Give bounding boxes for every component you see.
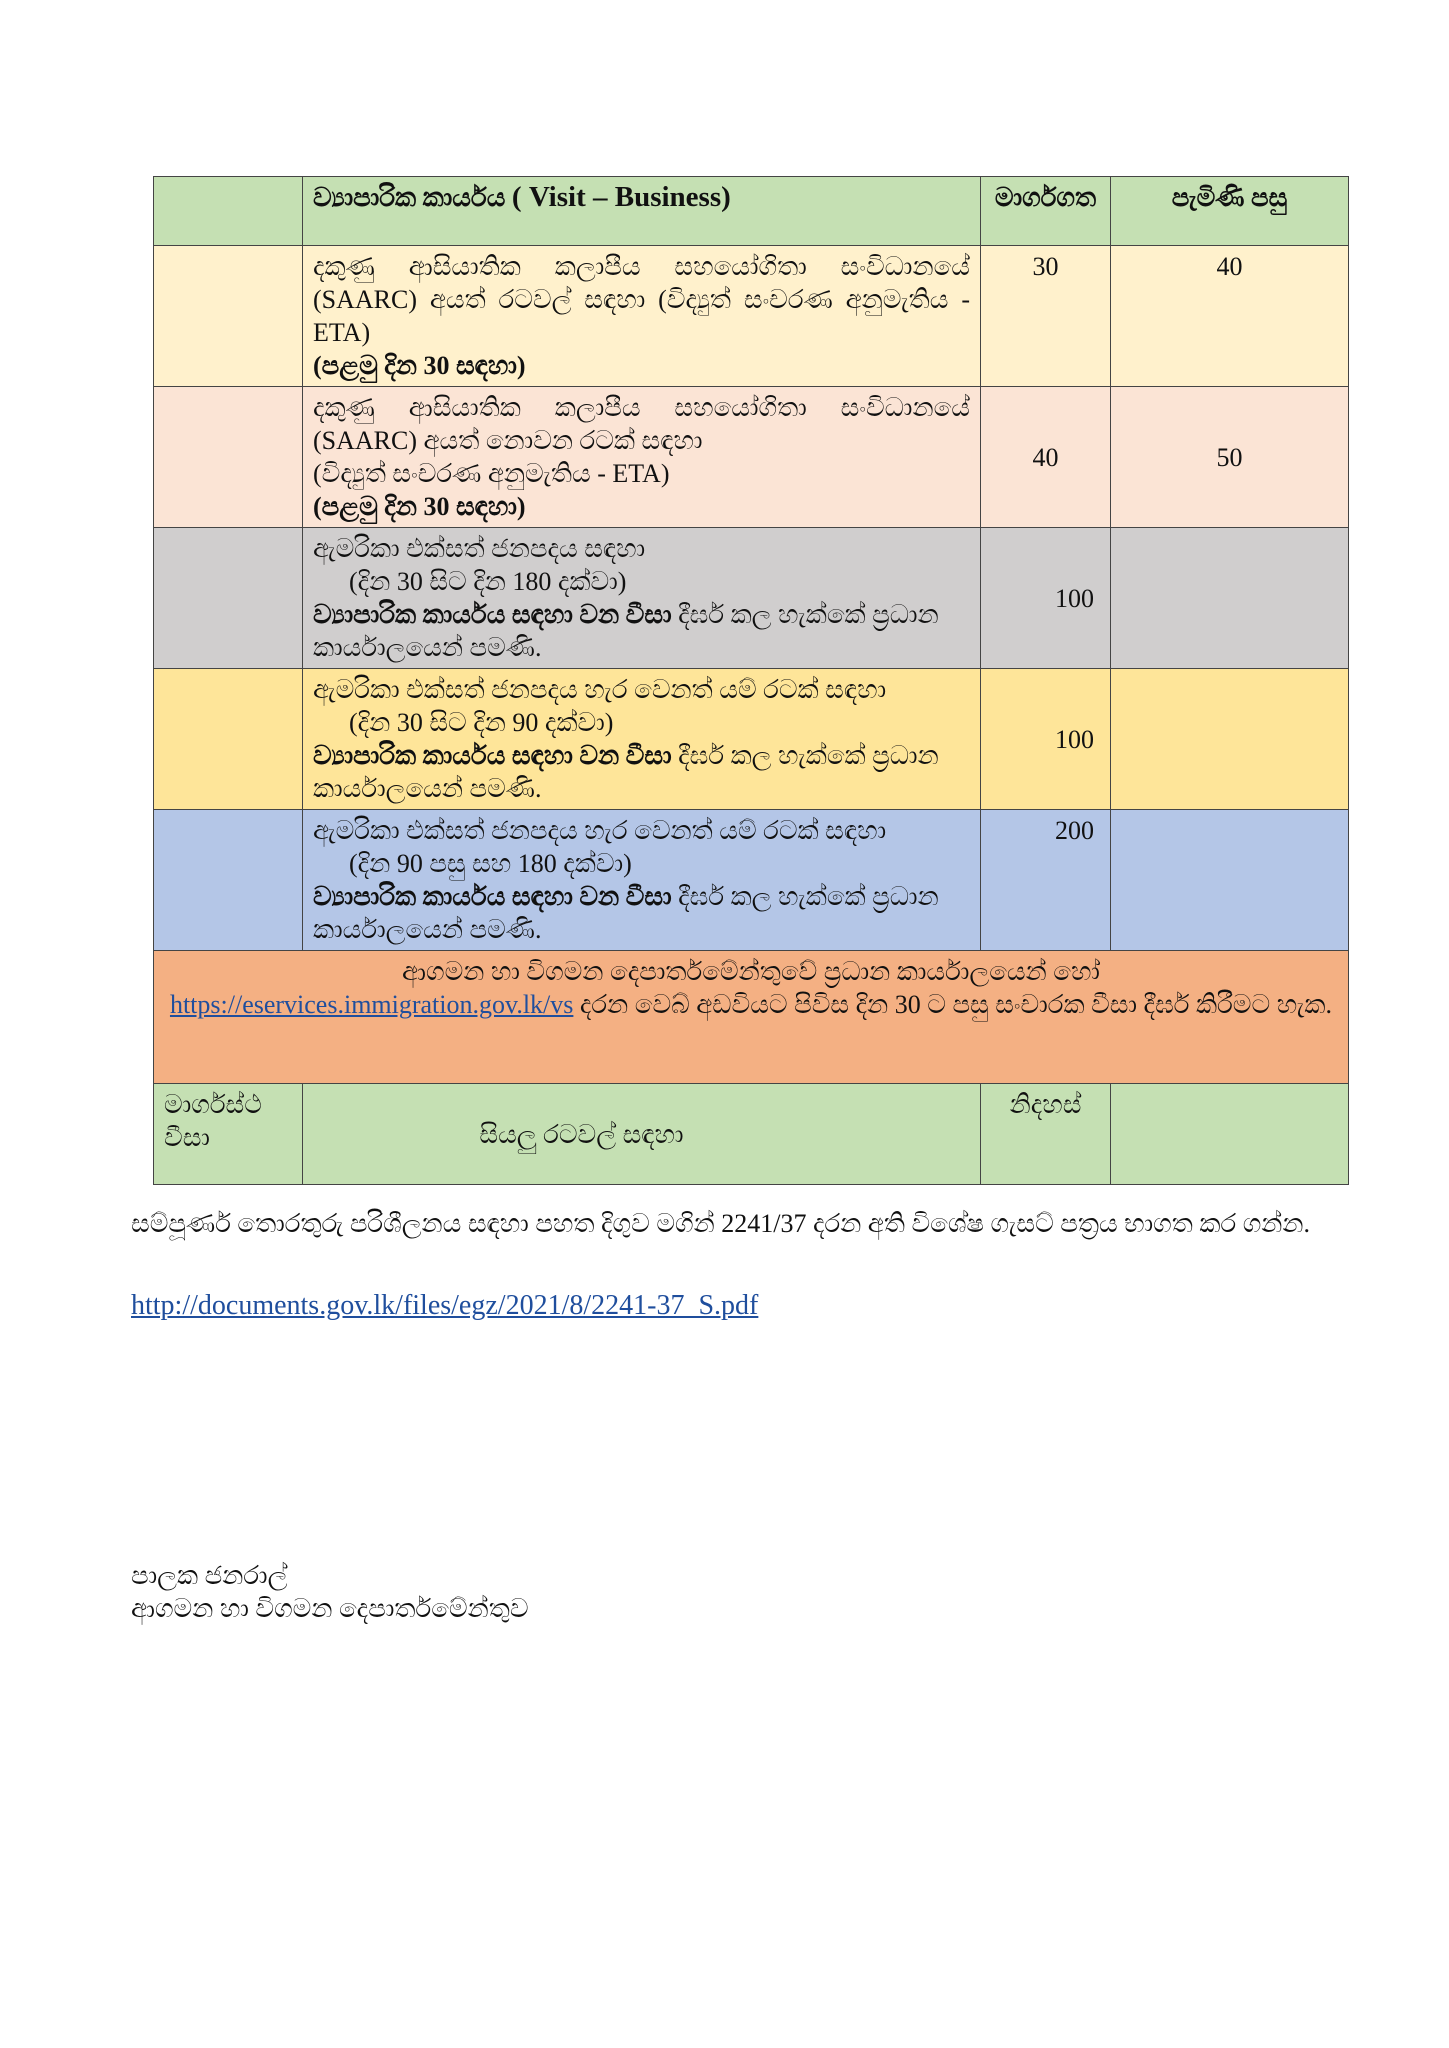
row-other-period: (දින 30 සිට දින 90 දක්වා) bbox=[349, 708, 614, 737]
transit-fee: නිදහස් bbox=[981, 1084, 1111, 1185]
table-row bbox=[154, 810, 1349, 951]
signature-department: ආගමන හා විගමන දෙපාර්තමේන්තුව bbox=[131, 1594, 529, 1623]
header-on-arrival: පැමිණි පසු bbox=[1111, 177, 1349, 246]
row-long-description: ඇමරිකා එක්සත් ජනපදය හැර වෙනත් යම් රටක් සඳහා bbox=[313, 816, 887, 845]
row-long-period: (දින 90 පසු සහ 180 දක්වා) bbox=[349, 849, 632, 878]
row-other-note-bold: ව්‍යාපාරික කාර්යය සඳහා වන වීසා bbox=[313, 741, 672, 770]
row-us-note-bold: ව්‍යාපාරික කාර්යය සඳහා වන වීසා bbox=[313, 600, 672, 629]
table-row bbox=[154, 951, 1349, 1084]
row-other-note: දීර්ඝ කල හැක්කේ ප්‍රධාන කාර්යාලයෙන් පමණි. bbox=[313, 741, 939, 803]
row-saarc-period: (පළමු දින 30 සඳහා) bbox=[313, 351, 526, 380]
row-us-note: දීර්ඝ කල හැක්කේ ප්‍රධාන කාර්යාලයෙන් පමණි. bbox=[313, 600, 939, 662]
row-other-fee: 100 bbox=[981, 669, 1111, 810]
header-online: මාර්ගගත bbox=[981, 177, 1111, 246]
header-category-en: ( Visit – Business) bbox=[511, 181, 731, 213]
notice-after-link: දරන වෙබ් අඩවියට පිවිස දින 30 ට පසු සංචාරක වීසා දීර්ඝ කිරීමට හැක. bbox=[573, 990, 1333, 1019]
row-long-fee: 200 bbox=[981, 810, 1111, 951]
transit-label: මාර්ගස්ථ වීසා bbox=[154, 1084, 303, 1185]
gazette-link[interactable]: http://documents.gov.lk/files/egz/2021/8/2241-37_S.pdf bbox=[131, 1290, 759, 1321]
signature-title: පාලක ජනරාල් bbox=[131, 1561, 288, 1590]
table-row bbox=[154, 387, 1349, 528]
row-nonsaarc-online-fee: 40 bbox=[981, 387, 1111, 528]
row-saarc-description: දකුණු ආසියාතික කලාපීය සහයෝගිතා සංවිධානයේ (SAARC) අයත් රටවල් සඳහා (විද්‍යුත් සංචරණ අනුමැතිය - ETA) bbox=[313, 252, 970, 347]
header-empty-cell bbox=[154, 177, 303, 246]
row-us-period: (දින 30 සිට දින 180 දක්වා) bbox=[349, 567, 627, 596]
table-row bbox=[154, 1084, 1349, 1185]
table-row bbox=[154, 669, 1349, 810]
header-category-cell bbox=[303, 177, 981, 246]
row-nonsaarc-arrival-fee: 50 bbox=[1111, 387, 1349, 528]
row-nonsaarc-eta: (විද්‍යුත් සංචරණ අනුමැතිය - ETA) bbox=[313, 459, 670, 488]
header-category-si: ව්‍යාපාරික කාර්යය bbox=[313, 183, 506, 212]
visa-fee-table bbox=[153, 176, 1349, 1185]
eservices-link[interactable]: https://eservices.immigration.gov.lk/vs bbox=[169, 990, 574, 1019]
table-header-row bbox=[154, 177, 1349, 246]
notice-line1: ආගමන හා විගමන දෙපාර්තමේන්තුවේ ප්‍රධාන කාර්යාලයෙන් හෝ bbox=[402, 957, 1100, 986]
row-other-description: ඇමරිකා එක්සත් ජනපදය හැර වෙනත් යම් රටක් සඳහා bbox=[313, 675, 887, 704]
row-long-note-bold: ව්‍යාපාරික කාර්යය සඳහා වන වීසා bbox=[313, 882, 672, 911]
download-instructions: සම්පූර්ණ තොරතුරු පරිශීලනය සඳහා පහත දිගුව මගින් 2241/37 දරන අති විශේෂ ගැසට් පත්‍රය භාගත කර ගන්න. bbox=[131, 1209, 1311, 1238]
notice-cell bbox=[154, 951, 1349, 1084]
row-us-fee: 100 bbox=[981, 528, 1111, 669]
table-row bbox=[154, 246, 1349, 387]
transit-countries: සියලු රටවල් සඳහා bbox=[303, 1084, 981, 1185]
table-row bbox=[154, 528, 1349, 669]
row-nonsaarc-period: (පළමු දින 30 සඳහා) bbox=[313, 492, 526, 521]
row-nonsaarc-description: දකුණු ආසියාතික කලාපීය සහයෝගිතා සංවිධානයේ (SAARC) අයත් නොවන රටක් සඳහා bbox=[313, 393, 970, 455]
row-saarc-online-fee: 30 bbox=[981, 246, 1111, 387]
row-us-description: ඇමරිකා එක්සත් ජනපදය සඳහා bbox=[313, 534, 646, 563]
row-long-note: දීර්ඝ කල හැක්කේ ප්‍රධාන කාර්යාලයෙන් පමණි. bbox=[313, 882, 939, 944]
row-saarc-arrival-fee: 40 bbox=[1111, 246, 1349, 387]
